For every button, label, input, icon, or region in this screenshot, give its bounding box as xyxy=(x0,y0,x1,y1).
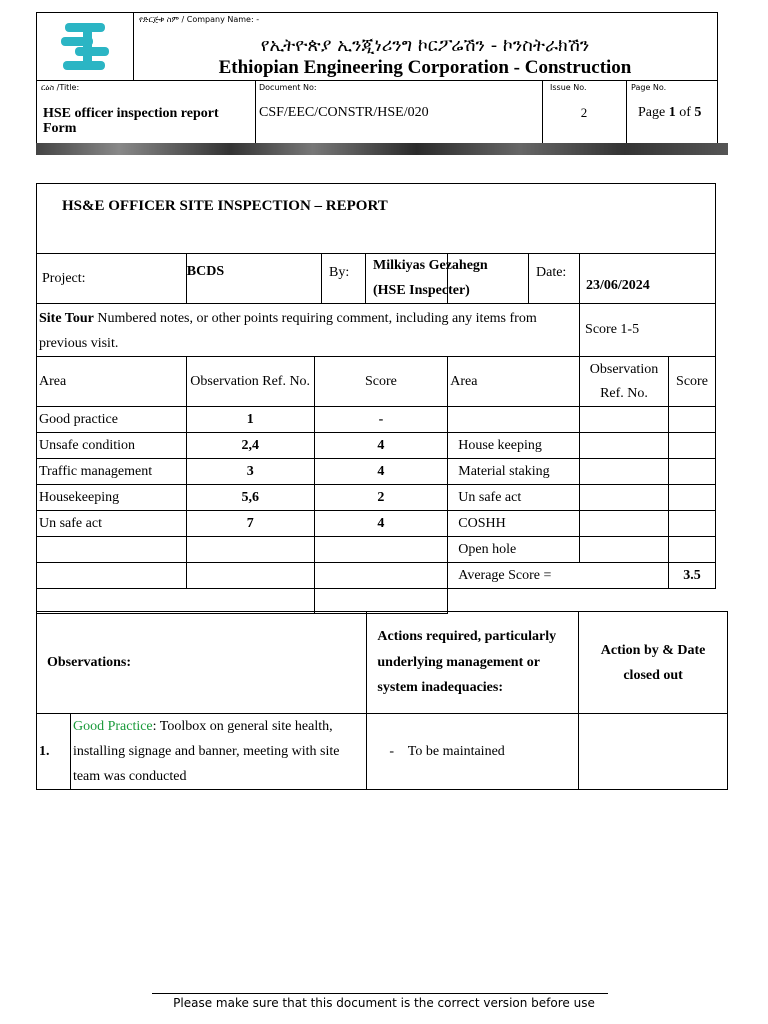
row-area: Housekeeping xyxy=(37,485,187,511)
row-score-2 xyxy=(668,407,715,433)
date-label: Date: xyxy=(536,265,567,280)
footer-divider xyxy=(152,993,608,994)
by-label: By: xyxy=(329,265,350,280)
inspector xyxy=(373,253,488,303)
average-row xyxy=(37,563,716,589)
average-score-label: Average Score = xyxy=(448,563,669,589)
col-observation-ref-2: Observation Ref. No. xyxy=(580,357,669,407)
col-observations: Observations: xyxy=(37,612,367,714)
col-action-by: Action by & Date closed out xyxy=(579,612,728,714)
row-ref: 2,4 xyxy=(186,433,314,459)
table-row xyxy=(37,485,716,511)
row-area: Un safe act xyxy=(37,511,187,537)
average-score-value: 3.5 xyxy=(668,563,715,589)
row-area xyxy=(37,537,187,563)
row-area-2: Un safe act xyxy=(448,485,580,511)
header-divider xyxy=(255,80,256,145)
row-ref-2 xyxy=(580,459,669,485)
row-score-2 xyxy=(668,537,715,563)
row-score: 4 xyxy=(314,433,448,459)
row-score-2 xyxy=(668,511,715,537)
date-value: 23/06/2024 xyxy=(586,278,650,293)
row-area-2: COSHH xyxy=(448,511,580,537)
row-ref-2 xyxy=(580,407,669,433)
empty-cell xyxy=(448,589,716,614)
empty-cell xyxy=(186,563,314,589)
empty-cell xyxy=(314,563,448,589)
col-observation-ref: Observation Ref. No. xyxy=(186,357,314,407)
header-divider xyxy=(37,80,717,81)
row-score: 4 xyxy=(314,511,448,537)
observation-text: Good Practice: Toolbox on general site health, installing signage and banner, meeting with site team was conducted xyxy=(70,714,366,790)
score-range: Score 1-5 xyxy=(580,304,716,357)
cell-divider xyxy=(321,253,322,303)
cell-divider xyxy=(528,253,529,303)
empty-cell xyxy=(37,563,187,589)
observations-table xyxy=(36,611,728,790)
form-title: HSE officer inspection report Form xyxy=(43,106,219,136)
site-tour-note: Site Tour Numbered notes, or other points requiring comment, including any items from previous visit. xyxy=(37,304,580,357)
row-area-2: House keeping xyxy=(448,433,580,459)
inspector-name: Milkiyas Gezahegn xyxy=(373,258,488,273)
row-ref-2 xyxy=(580,433,669,459)
row-score-2 xyxy=(668,433,715,459)
header-divider xyxy=(626,80,627,145)
row-ref: 3 xyxy=(186,459,314,485)
cell-divider xyxy=(579,253,580,303)
empty-cell xyxy=(37,589,315,614)
company-logo-icon xyxy=(57,19,117,75)
cell-divider xyxy=(365,253,366,303)
row-score: 2 xyxy=(314,485,448,511)
row-area-2 xyxy=(448,407,580,433)
row-score xyxy=(314,537,448,563)
row-area-2: Open hole xyxy=(448,537,580,563)
row-ref xyxy=(186,537,314,563)
observation-action: - To be maintained xyxy=(367,714,579,790)
row-area-2: Material staking xyxy=(448,459,580,485)
company-name-label: የድርጅቱ ስም / Company Name: - xyxy=(139,15,260,24)
document-number-label: Document No: xyxy=(259,83,317,92)
observation-number: 1. xyxy=(37,714,71,790)
row-ref: 5,6 xyxy=(186,485,314,511)
company-name-english: Ethiopian Engineering Corporation - Construction xyxy=(218,57,632,78)
header-photo-strip xyxy=(36,143,728,155)
table-row xyxy=(37,407,716,433)
table-row xyxy=(37,459,716,485)
project-label: Project: xyxy=(37,254,187,304)
row-ref: 1 xyxy=(186,407,314,433)
issue-number-label: Issue No. xyxy=(550,83,587,92)
inspection-table xyxy=(36,183,716,614)
empty-cell xyxy=(314,589,448,614)
row-score-2 xyxy=(668,459,715,485)
row-score: - xyxy=(314,407,448,433)
page-number: Page 1 of 5 xyxy=(638,105,702,120)
footer-note: Please make sure that this document is the correct version before use xyxy=(173,996,595,1010)
table-row xyxy=(37,537,716,563)
inspector-role: (HSE Inspecter) xyxy=(373,283,470,298)
title-label: ርዕስ /Title: xyxy=(41,83,80,92)
col-area: Area xyxy=(37,357,187,407)
page-number-label: Page No. xyxy=(631,83,667,92)
row-area: Good practice xyxy=(37,407,187,433)
observation-row xyxy=(37,714,728,790)
col-score-2: Score xyxy=(668,357,715,407)
document-header xyxy=(36,12,718,146)
project-value: BCDS xyxy=(186,254,447,304)
issue-number: 2 xyxy=(580,105,588,120)
document-number: CSF/EEC/CONSTR/HSE/020 xyxy=(259,105,429,120)
row-score: 4 xyxy=(314,459,448,485)
row-ref-2 xyxy=(580,537,669,563)
col-area-2: Area xyxy=(448,357,580,407)
report-heading: HS&E OFFICER SITE INSPECTION – REPORT xyxy=(37,184,716,254)
observation-action-by xyxy=(579,714,728,790)
row-ref-2 xyxy=(580,511,669,537)
col-actions-required: Actions required, particularly underlying management or system inadequacies: xyxy=(367,612,579,714)
table-row xyxy=(37,433,716,459)
table-row xyxy=(37,511,716,537)
row-area: Unsafe condition xyxy=(37,433,187,459)
col-score: Score xyxy=(314,357,448,407)
row-ref-2 xyxy=(580,485,669,511)
row-area: Traffic management xyxy=(37,459,187,485)
company-name-amharic: የኢትዮጵያ ኢንጂነሪንግ ኮርፖሬሽን - ኮንስትራክሽን xyxy=(260,35,590,56)
row-score-2 xyxy=(668,485,715,511)
row-ref: 7 xyxy=(186,511,314,537)
